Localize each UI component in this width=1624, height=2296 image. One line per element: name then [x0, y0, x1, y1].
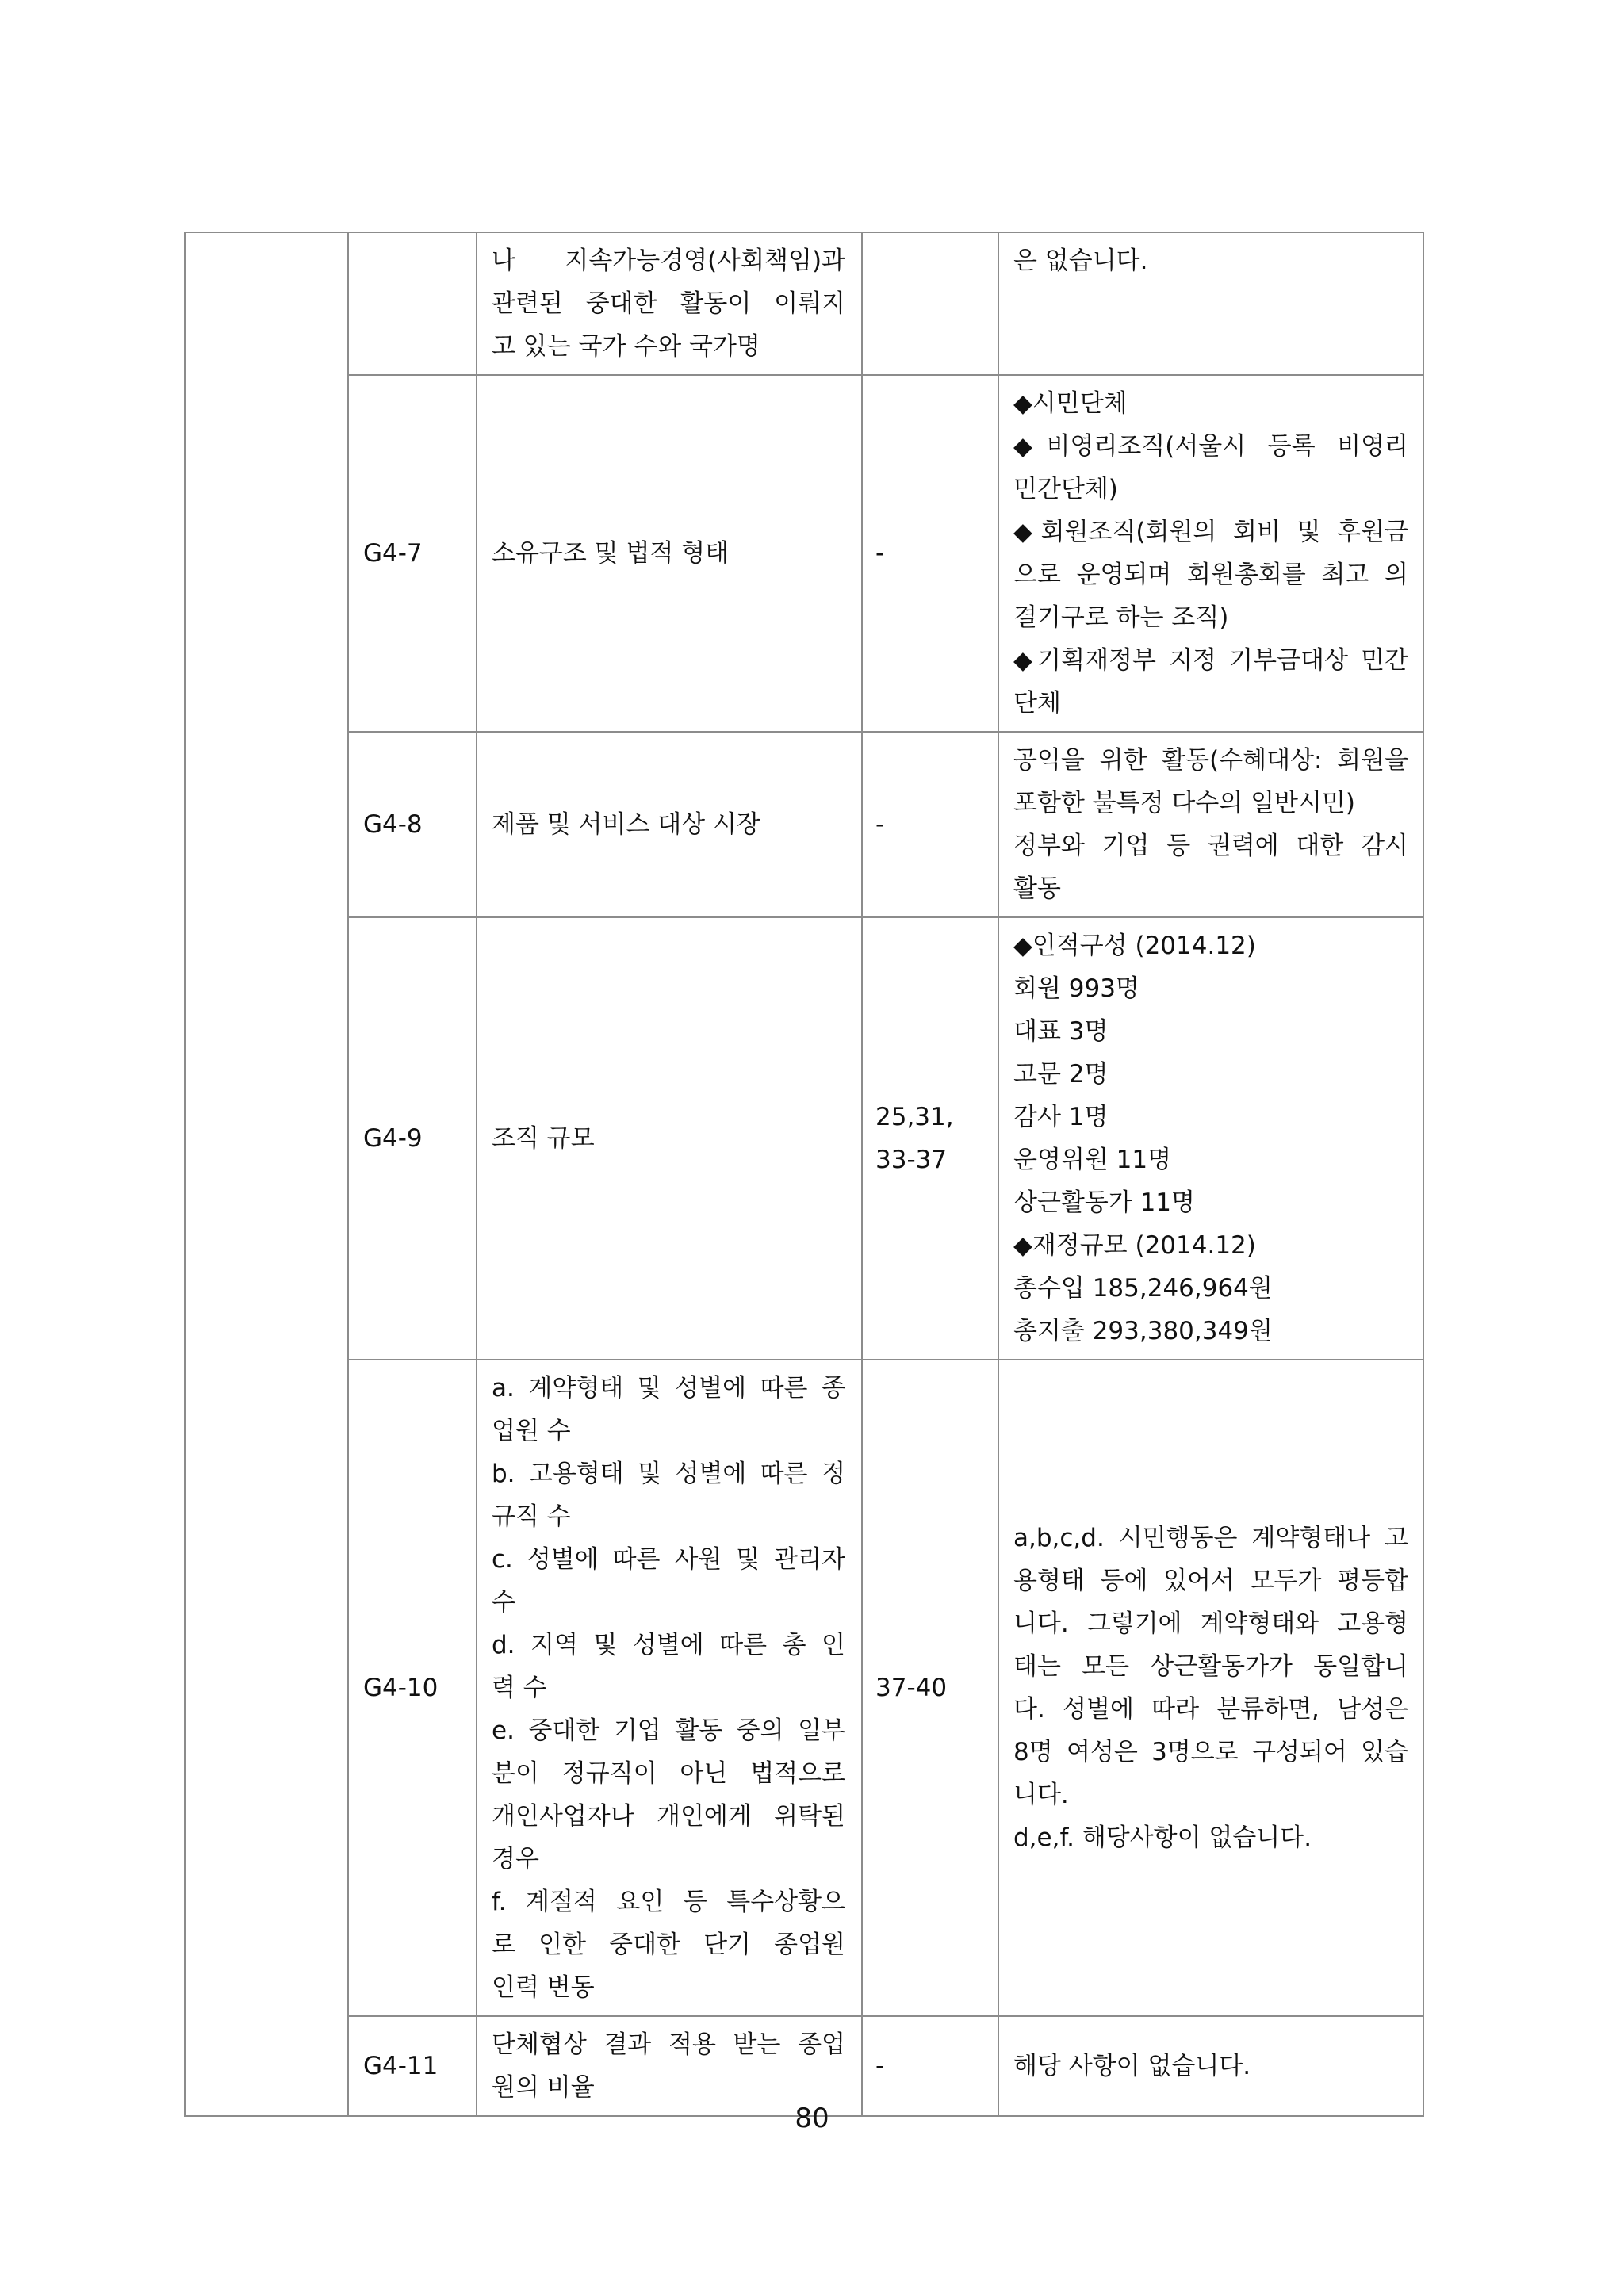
indicator-id-cell: G4-10	[348, 1360, 477, 2016]
description-line: 정부와 기업 등 권력에 대한 감시	[1013, 832, 1408, 860]
description-cell	[998, 2016, 1423, 2116]
title-line: 규직 수	[492, 1502, 571, 1531]
description-line: 태는 모든 상근활동가가 동일합니	[1013, 1652, 1408, 1681]
category-cell	[185, 232, 348, 2116]
indicator-id-cell: G4-9	[348, 917, 477, 1360]
description-line: 총수입 185,246,964원	[1013, 1274, 1273, 1303]
title-line: 관련된 중대한 활동이 이뤄지	[492, 289, 845, 318]
description-line: 결기구로 하는 조직)	[1013, 603, 1229, 632]
description-cell	[998, 1360, 1423, 2016]
description-cell	[998, 232, 1423, 375]
title-line: 업원 수	[492, 1417, 571, 1445]
title-line: 경우	[492, 1845, 539, 1873]
page-number: 80	[795, 2103, 829, 2134]
description-line: 포함한 불특정 다수의 일반시민)	[1013, 789, 1355, 817]
indicator-title-cell	[477, 917, 862, 1360]
indicator-id-cell: G4-11	[348, 2016, 477, 2116]
description-line: 니다. 그렇기에 계약형태와 고용형	[1013, 1609, 1408, 1638]
title-line: 인력 변동	[492, 1973, 595, 2002]
description-line: 니다.	[1013, 1781, 1069, 1809]
description-line: 8명 여성은 3명으로 구성되어 있습	[1013, 1738, 1408, 1766]
description-line: 활동	[1013, 874, 1061, 903]
indicator-title-cell	[477, 375, 862, 732]
indicator-id-cell: G4-7	[348, 375, 477, 732]
description-line: 운영위원 11명	[1013, 1146, 1172, 1174]
table-body	[185, 232, 1423, 2116]
indicator-id-cell: G4-8	[348, 732, 477, 917]
description-line: ◆비영리조직(서울시 등록 비영리	[1013, 432, 1408, 461]
table-row	[185, 1360, 1423, 2016]
description-line: ◆회원조직(회원의 회비 및 후원금	[1013, 518, 1408, 546]
description-line: 은 없습니다.	[1013, 247, 1148, 275]
description-line: ◆기획재정부 지정 기부금대상 민간	[1013, 646, 1408, 675]
table-row	[185, 375, 1423, 732]
description-line: 공익을 위한 활동(수혜대상: 회원을	[1013, 746, 1408, 775]
description-line: ◆인적구성 (2014.12)	[1013, 932, 1256, 960]
description-line: 민간단체)	[1013, 475, 1118, 503]
indicator-title-cell	[477, 232, 862, 375]
page-ref-line: -	[875, 2052, 885, 2080]
title-line: d. 지역 및 성별에 따른 총 인	[492, 1631, 845, 1659]
title-line: 원의 비율	[492, 2073, 595, 2102]
page-ref-cell	[862, 1360, 998, 2016]
description-line: 단체	[1013, 689, 1061, 718]
description-line: 다. 성별에 따라 분류하면, 남성은	[1013, 1695, 1408, 1724]
description-line: 회원 993명	[1013, 974, 1139, 1003]
page-ref-line: -	[875, 810, 885, 839]
indicator-title-cell	[477, 1360, 862, 2016]
description-line: 용형태 등에 있어서 모두가 평등합	[1013, 1567, 1408, 1595]
description-line: 감사 1명	[1013, 1103, 1109, 1131]
indicator-title-cell	[477, 732, 862, 917]
description-line: ◆시민단체	[1013, 389, 1128, 418]
title-line: 조직 규모	[492, 1124, 595, 1153]
description-line: 고문 2명	[1013, 1060, 1109, 1089]
title-line: c. 성별에 따른 사원 및 관리자	[492, 1545, 845, 1574]
description-line: 으로 운영되며 회원총회를 최고 의	[1013, 561, 1408, 589]
page-ref-line: -	[875, 539, 885, 568]
gri-index-table	[184, 232, 1424, 2117]
table-row	[185, 2016, 1423, 2116]
indicator-title-cell	[477, 2016, 862, 2116]
title-line: 소유구조 및 법적 형태	[492, 539, 730, 568]
description-line: a,b,c,d. 시민행동은 계약형태나 고	[1013, 1524, 1408, 1552]
description-line: 대표 3명	[1013, 1017, 1109, 1046]
title-line: 개인사업자나 개인에게 위탁된	[492, 1802, 845, 1831]
title-line: f. 계절적 요인 등 특수상황으	[492, 1888, 845, 1916]
title-line: e. 중대한 기업 활동 중의 일부	[492, 1716, 845, 1745]
table-row	[185, 232, 1423, 375]
title-line: 로 인한 중대한 단기 종업원	[492, 1931, 845, 1959]
page-ref-line: 33-37	[875, 1146, 948, 1174]
description-line: 총지출 293,380,349원	[1013, 1317, 1273, 1345]
description-line: d,e,f. 해당사항이 없습니다.	[1013, 1823, 1312, 1852]
page-ref-line: 25,31,	[875, 1103, 954, 1131]
description-line: ◆재정규모 (2014.12)	[1013, 1231, 1256, 1260]
title-line: 고 있는 국가 수와 국가명	[492, 332, 760, 361]
page-ref-cell	[862, 232, 998, 375]
page-ref-cell	[862, 375, 998, 732]
page-ref-cell	[862, 732, 998, 917]
description-cell	[998, 732, 1423, 917]
title-line: 력 수	[492, 1674, 547, 1702]
page-ref-cell	[862, 917, 998, 1360]
table-row	[185, 732, 1423, 917]
title-line: b. 고용형태 및 성별에 따른 정	[492, 1460, 845, 1488]
page-ref-cell	[862, 2016, 998, 2116]
description-cell	[998, 375, 1423, 732]
title-line: a. 계약형태 및 성별에 따른 종	[492, 1374, 845, 1402]
indicator-id-cell	[348, 232, 477, 375]
title-line: 단체협상 결과 적용 받는 종업	[492, 2030, 845, 2059]
title-line: 나 지속가능경영(사회책임)과	[492, 247, 845, 275]
title-line: 제품 및 서비스 대상 시장	[492, 810, 760, 839]
description-line: 해당 사항이 없습니다.	[1013, 2052, 1251, 2080]
table-row	[185, 917, 1423, 1360]
title-line: 수	[492, 1588, 515, 1617]
page-ref-line: 37-40	[875, 1674, 948, 1702]
title-line: 분이 정규직이 아닌 법적으로	[492, 1759, 845, 1788]
description-line: 상근활동가 11명	[1013, 1188, 1195, 1217]
description-cell	[998, 917, 1423, 1360]
